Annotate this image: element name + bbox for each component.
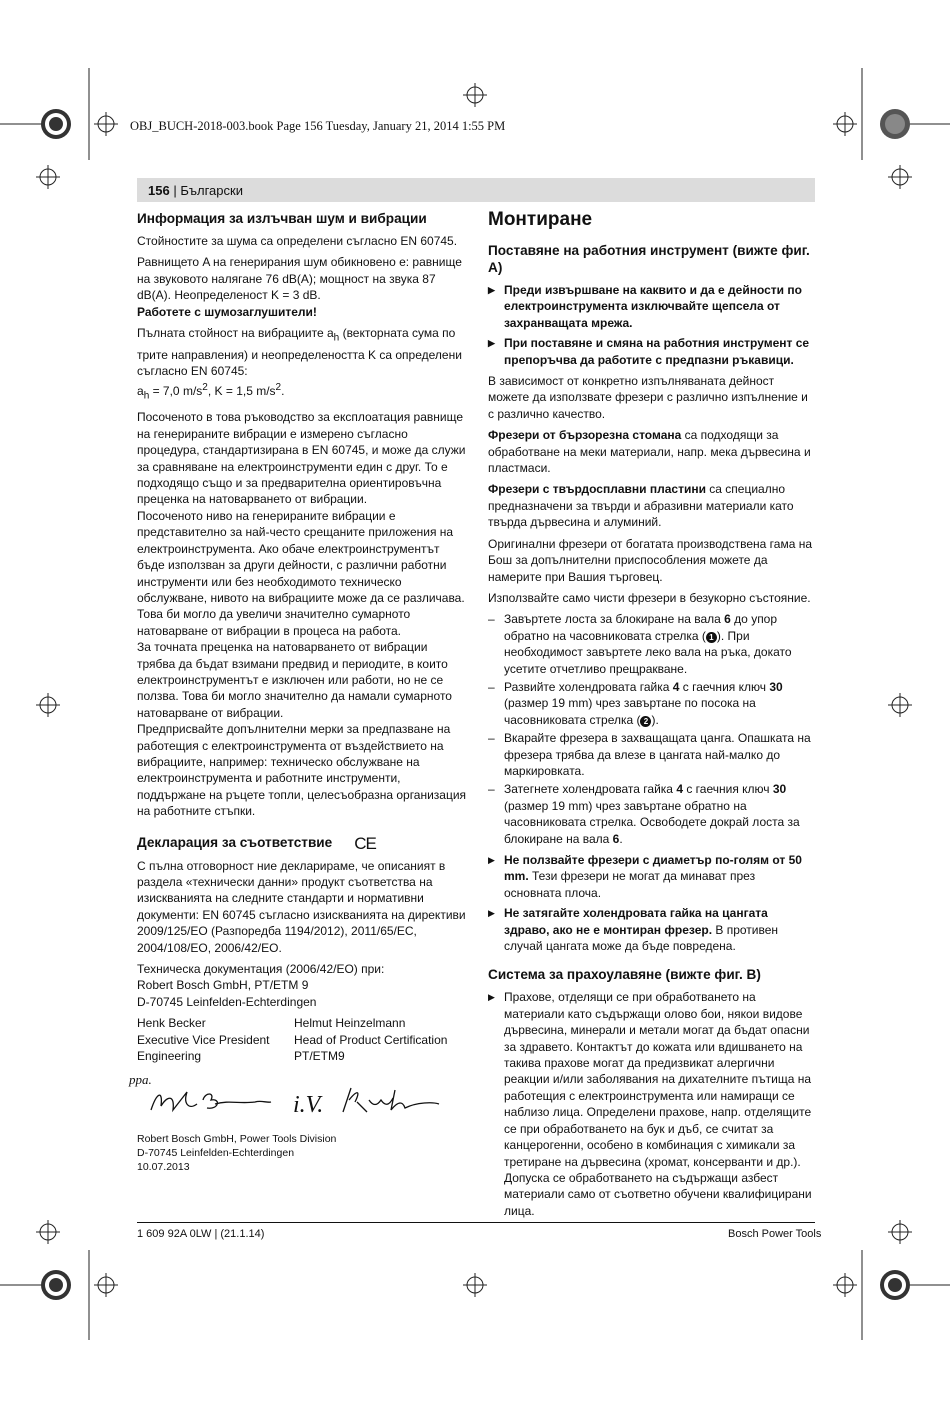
vibration-p: Пълната стойност на вибрациите $a_h$ (векторната сума по трите направления) и неопределеността K са определени съгласно EN 60745: $a_h = 7,0$ $m/s^2$, K = 1,5 $m/s^2$.: [137, 326, 462, 402]
sig-ppa: ppa.: [129, 1072, 152, 1088]
book-file-line: OBJ_BUCH-2018-003.book Page 156 Tuesday, January 21, 2014 1:55 PM: [130, 119, 506, 133]
ce-mark: CE: [354, 833, 376, 853]
original-cutters: Оригинални фрезери от богатата производствена гама на Бош за допълнителни приспособления можете да намерите при Вашия търговец.: [488, 536, 813, 584]
carbide-cutters: Фрезери с твърдосплавни пластини са специално предназначени за твърди и абразивни материали като твърда дървесина и алуминий.: [488, 482, 794, 530]
clean-cutters: Използвайте само чисти фрезери в безукорно състояние.: [488, 590, 811, 605]
signatures: [129, 1070, 467, 1128]
left-column: [129, 210, 467, 1174]
step-insert-cutter: – Вкарайте фрезера в захващащата цанга. Опашката на фрезера трябва да влезе в цангата най-малко до маркировката.: [488, 730, 815, 779]
noise-heading: Информация за излъчван шум и вибрации: [137, 211, 427, 226]
step-lock-shaft: – Завъртете лоста за блокиране на вала 6 до упор обратно на часовниковата стрелка ( 1 ). При необходимост завъртете леко вала на ръка, докато усетите отчетливо прещракване.: [488, 611, 815, 677]
step-circle-2: 2: [640, 716, 651, 727]
page-number: 156: [148, 183, 170, 198]
header-language: Български: [180, 183, 243, 198]
warning-dust: ▶ Прахове, отделящи се при обработването на материали като съдържащи олово бои, някои видове дървесина, минерали и метали могат да бъдат опасни за здравето. Контактът до кожата или вдишването на такива прахове могат да предизвикат алергични реакции и/или заболявания на дихателните пътища на работещия с електроинструмента или намиращи се наблизо лица. Определени прахове, напр. отделящите се при обработването на бук и дъб, се считат за канцерогенни, особено в комбинация с химикали за третиране на дървесина (хромат, консерванти и др.). Допуска се обработването на съдържащи азбест материали само от съответно обучени квалифицирани лица.: [488, 989, 815, 1219]
mounting-heading: Монтиране: [488, 209, 593, 230]
hss-cutters: Фрезери от бързорезна стомана са подходящи за обработване на меки материали, напр. мека дървесина и пластмаси.: [488, 428, 811, 476]
footer-rule: [137, 1222, 815, 1223]
footer-doc-number: 1 609 92A 0LW | (21.1.14): [137, 1228, 265, 1240]
signatory-left: Henk Becker Executive Vice President Engineering: [137, 1016, 270, 1064]
dust-extraction-heading: Система за прахоулавяне (вижте фиг. B): [488, 967, 761, 983]
signatory-right: Helmut Heinzelmann Head of Product Certification PT/ETM9: [294, 1016, 448, 1064]
insert-tool-heading: Поставяне на работния инструмент (вижте фиг. A): [488, 243, 810, 275]
step-circle-1: 1: [706, 632, 717, 643]
declaration-p1: С пълна отговорност ние декларираме, че описаният в раздела «технически данни» продукт съответства на изискванията на следните стандарти и нормативни документи: EN 60745 съгласно изискванията на директиви 2009/125/EO (Разпоредба 1194/2012), 2011/65/EC, 2004/108/EO, 2006/42/EO.: [137, 858, 466, 955]
sig-iv: i.V.: [293, 1092, 324, 1119]
declaration-heading: Декларация за съответствие CE: [137, 833, 376, 853]
warning-list-3: [488, 989, 815, 1219]
company-block: Robert Bosch GmbH, Power Tools Division D-70745 Leinfelden-Echterdingen 10.07.2013: [137, 1133, 337, 1174]
page-header: [148, 183, 243, 198]
declaration-p2: Техническа документация (2006/42/EO) при: Robert Bosch GmbH, PT/ETM 9 D-70745 Leinfelden-Echterdingen: [137, 962, 385, 1009]
header-separator: |: [173, 183, 177, 198]
right-column: [488, 208, 815, 1224]
warning-unplug: ▶ Преди извършване на каквито и да е дейности по електроинструмента изключвайте щепсела от захранващата мрежа.: [488, 282, 815, 331]
signatory-table: [137, 1015, 447, 1064]
vibration-p5: Посоченото в това ръководство за експлоатация равнище на генерираните вибрации е измерено съгласно процедура, стандартизирана в EN 60745, и може да служи за сравняване на електроинструменти един с друг. То е подходящо също и за предварителна ориентировъчна преценка на натоварването от вибрации.: [137, 410, 466, 507]
noise-p2: Равнището A на генерирания шум обикновено е: равнище на звуковото налягане 76 dB(A); мощност на звука 87 dB(A). Неопределеност K = 3 dB.: [137, 255, 462, 303]
vibration-p7: За точната преценка на натоварването от вибрации трябва да бъдат взимани предвид и периодите, в които електроинструментът е изключен или работи, но не се ползва. Това би могло значително да намали сумарното натоварване от вибрации.: [137, 640, 452, 720]
mounting-steps: [488, 611, 815, 847]
noise-warning: Работете с шумозаглушители!: [137, 304, 317, 319]
noise-p1: Стойностите за шума са определени съгласно EN 60745.: [137, 234, 458, 248]
step-tighten-nut: – Затегнете холендровата гайка 4 с гаечния ключ 30 (размер 19 mm) чрез завъртане обратно на часовниковата стрелка. Освободете докрай лоста за блокиране на вала 6.: [488, 781, 815, 847]
cutters-intro: В зависимост от конкретно изпълняваната дейност можете да използвате фрезери с различно изпълнение и с различно качество.: [488, 374, 808, 421]
vibration-p6: Посоченото ниво на генерираните вибрации е представително за най-често срещаните приложения на електроинструмента. Ако обаче електроинструментът бъде използван за други дейности, с различни работни инструменти или без необходимото техническо обслужване, нивото на вибрациите може да се различава. Това би могло да увеличи значително сумарното натоварване от вибрации в процеса на работа.: [137, 508, 465, 638]
warning-tighten-nut: ▶ Не затягайте холендровата гайка на цангата здраво, ако не е монтиран фрезер. В противен случай цангата може да бъде повредена.: [488, 905, 815, 954]
vibration-p8: Предприсвайте допълнителни мерки за предпазване на работещия с електроинструмента от въздействието на вибрациите, например: техническо обслужване на електроинструмента и работните инструменти, поддържане на ръцете топли, целесъобразна организация на работните стъпки.: [137, 722, 467, 819]
warning-gloves: ▶ При поставяне и смяна на работния инструмент се препоръчва да работите с предпазни ръкавици.: [488, 335, 815, 368]
handwritten-signatures: [129, 1070, 467, 1128]
step-loosen-nut: – Развийте холендровата гайка 4 с гаечния ключ 30 (размер 19 mm) чрез завъртане по посока на часовниковата стрелка ( 2 ).: [488, 679, 815, 728]
footer-brand: Bosch Power Tools: [728, 1228, 822, 1240]
warning-list-1: [488, 282, 815, 368]
warning-list-2: [488, 852, 815, 954]
warning-diameter: ▶ Не ползвайте фрезери с диаметър по-голям от 50 mm. Тези фрезери не могат да минават през основната плоча.: [488, 852, 815, 901]
